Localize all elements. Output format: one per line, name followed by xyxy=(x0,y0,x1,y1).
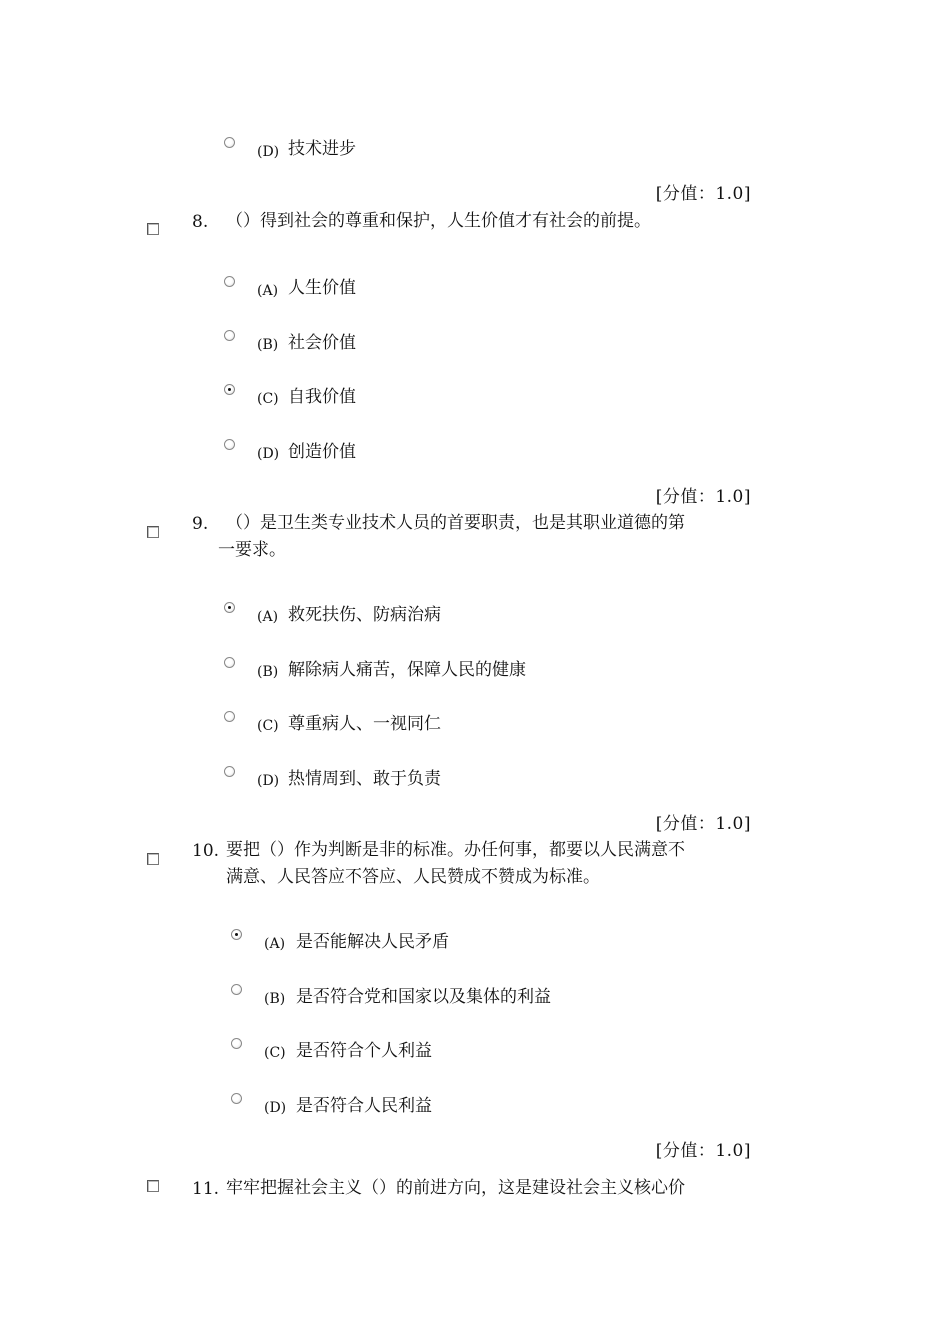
option-radio-8-a[interactable] xyxy=(224,276,235,287)
question-number-11: 11. xyxy=(192,1179,220,1199)
question-checkbox-8[interactable] xyxy=(147,223,159,235)
option-radio-10-b[interactable] xyxy=(231,984,242,995)
question-text-9-line1: （）是卫生类专业技术人员的首要职责，也是其职业道德的第 xyxy=(226,513,685,533)
option-text-8-c: 自我价值 xyxy=(288,387,356,407)
option-radio-prevq-d[interactable] xyxy=(224,137,235,148)
option-radio-8-b[interactable] xyxy=(224,330,235,341)
option-label-10-a: (A) xyxy=(264,936,286,952)
option-radio-8-c[interactable] xyxy=(224,384,235,395)
option-label-10-c: (C) xyxy=(264,1045,286,1061)
option-label-10-b: (B) xyxy=(264,991,286,1007)
option-radio-9-d[interactable] xyxy=(224,766,235,777)
option-label-9-c: (C) xyxy=(257,718,279,734)
option-label-prevq-d: (D) xyxy=(257,144,280,160)
question-number-9: 9. xyxy=(192,514,209,534)
option-text-8-d: 创造价值 xyxy=(288,442,356,462)
option-text-prevq-d: 技术进步 xyxy=(288,139,356,159)
option-text-10-d: 是否符合人民利益 xyxy=(296,1096,432,1116)
option-label-8-d: (D) xyxy=(257,446,280,462)
score-9: [分值：1.0] xyxy=(655,814,751,834)
option-text-8-b: 社会价值 xyxy=(288,333,356,353)
question-number-10: 10. xyxy=(192,841,220,861)
option-radio-10-d[interactable] xyxy=(231,1093,242,1104)
question-checkbox-10[interactable] xyxy=(147,853,159,865)
option-label-10-d: (D) xyxy=(264,1100,287,1116)
option-text-10-c: 是否符合个人利益 xyxy=(296,1041,432,1061)
option-radio-9-c[interactable] xyxy=(224,711,235,722)
option-text-10-b: 是否符合党和国家以及集体的利益 xyxy=(296,987,551,1007)
score-prevq: [分值：1.0] xyxy=(655,184,751,204)
option-label-8-b: (B) xyxy=(257,337,279,353)
option-label-9-a: (A) xyxy=(257,609,279,625)
question-number-8: 8. xyxy=(192,212,209,232)
option-text-10-a: 是否能解决人民矛盾 xyxy=(296,932,449,952)
option-text-8-a: 人生价值 xyxy=(288,278,356,298)
option-text-9-d: 热情周到、敢于负责 xyxy=(288,769,441,789)
score-8: [分值：1.0] xyxy=(655,487,751,507)
score-10: [分值：1.0] xyxy=(655,1141,751,1161)
question-text-11-line1: 牢牢把握社会主义（）的前进方向，这是建设社会主义核心价 xyxy=(226,1178,685,1198)
option-radio-9-a[interactable] xyxy=(224,602,235,613)
option-text-9-c: 尊重病人、一视同仁 xyxy=(288,714,441,734)
option-label-9-b: (B) xyxy=(257,664,279,680)
option-label-8-a: (A) xyxy=(257,283,279,299)
question-text-9-line2: 一要求。 xyxy=(218,540,286,560)
option-label-8-c: (C) xyxy=(257,391,279,407)
question-checkbox-9[interactable] xyxy=(147,526,159,538)
question-text-10-line2: 满意、人民答应不答应、人民赞成不赞成为标准。 xyxy=(226,867,600,887)
option-text-9-a: 救死扶伤、防病治病 xyxy=(288,605,441,625)
question-checkbox-11[interactable] xyxy=(147,1180,159,1192)
option-radio-8-d[interactable] xyxy=(224,439,235,450)
question-text-8-line1: （）得到社会的尊重和保护，人生价值才有社会的前提。 xyxy=(226,211,651,231)
option-radio-10-a[interactable] xyxy=(231,929,242,940)
option-radio-9-b[interactable] xyxy=(224,657,235,668)
option-label-9-d: (D) xyxy=(257,773,280,789)
option-radio-10-c[interactable] xyxy=(231,1038,242,1049)
question-text-10-line1: 要把（）作为判断是非的标准。办任何事，都要以人民满意不 xyxy=(226,840,685,860)
option-text-9-b: 解除病人痛苦，保障人民的健康 xyxy=(288,660,526,680)
